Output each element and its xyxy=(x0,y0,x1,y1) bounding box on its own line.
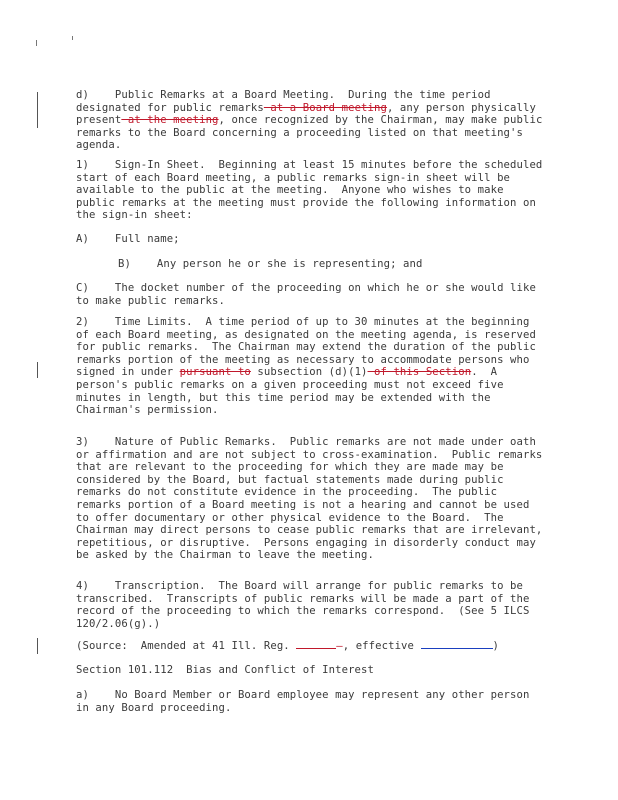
revision-bar xyxy=(37,92,38,128)
text-run: d) Public Remarks at a Board Meeting. During the time period designated for public remarks xyxy=(76,89,498,114)
text-run: . A person's public remarks on a given proceeding must not exceed five minutes in length, but this time period may be extended with the Chairman's permission. xyxy=(76,366,511,417)
revision-bar xyxy=(37,638,38,654)
struck-text: at a Board meeting xyxy=(263,101,387,114)
item-A: A) Full name; xyxy=(76,233,180,245)
paragraph-2-time-limits xyxy=(76,316,546,417)
blank-line xyxy=(421,648,493,649)
struck-text: of this Section xyxy=(367,366,472,379)
text-run: , effective xyxy=(342,640,421,652)
paragraph-a: a) No Board Member or Board employee may represent any other person in any Board proceeding. xyxy=(76,689,536,714)
struck-text: at the meeting xyxy=(121,114,219,127)
struck-text: pursuant to xyxy=(179,366,251,379)
paragraph-1-sign-in-sheet: 1) Sign-In Sheet. Beginning at least 15 minutes before the scheduled start of each Board meeting, a public remarks sign-in sheet will be available to the public at the meeting. Anyone who wishes to make public remarks at the meeting must provide the following information on the sign-in sheet: xyxy=(76,159,549,222)
text-run: ) xyxy=(492,640,499,652)
revision-bar xyxy=(37,362,38,378)
text-run: (Source: Amended at 41 Ill. Reg. xyxy=(76,640,297,652)
text-run: , once recognized by the Chairman, may make public remarks to the Board concerning a proceeding listed on that meeting's agenda. xyxy=(76,114,549,152)
scan-mark xyxy=(36,40,37,46)
dash: — xyxy=(336,640,343,652)
paragraph-4-transcription: 4) Transcription. The Board will arrange for public remarks to be transcribed. Transcripts of public remarks will be made a part of the record of the proceeding to which the remarks correspond. (See 5 ILCS 120/2.06(g).) xyxy=(76,580,536,630)
blank-line xyxy=(296,648,336,649)
item-C: C) The docket number of the proceeding on which he or she would like to make public remarks. xyxy=(76,282,543,307)
text-run: subsection (d)(1) xyxy=(250,366,368,379)
paragraph-d xyxy=(76,89,549,152)
text-run: , any person physically present xyxy=(76,101,543,127)
scan-mark xyxy=(72,36,73,40)
source-note xyxy=(76,640,546,653)
paragraph-3-nature-of-remarks: 3) Nature of Public Remarks. Public remarks are not made under oath or affirmation and are not subject to cross-examination. Public remarks that are relevant to the proceeding for which they are made may be considered by the Board, but factual statements made during public remarks do not constitute evidence in the proceeding. The public remarks portion of a Board meeting is not a hearing and cannot be used to offer documentary or other physical evidence to the Board. The Chairman may direct persons to cease public remarks that are irrelevant, repetitious, or disruptive. Persons engaging in disorderly conduct may be asked by the Chairman to leave the meeting. xyxy=(76,436,549,562)
item-B: B) Any person he or she is representing; and xyxy=(118,258,423,270)
text-run: 2) Time Limits. A time period of up to 30 minutes at the beginning of each Board meeting, as designated on the meeting agenda, is reserved for public remarks. The Chairman may extend the duration of the public remarks portion of the meeting as necessary to accommodate persons who signed in under xyxy=(76,316,543,379)
section-heading: Section 101.112 Bias and Conflict of Interest xyxy=(76,664,374,676)
